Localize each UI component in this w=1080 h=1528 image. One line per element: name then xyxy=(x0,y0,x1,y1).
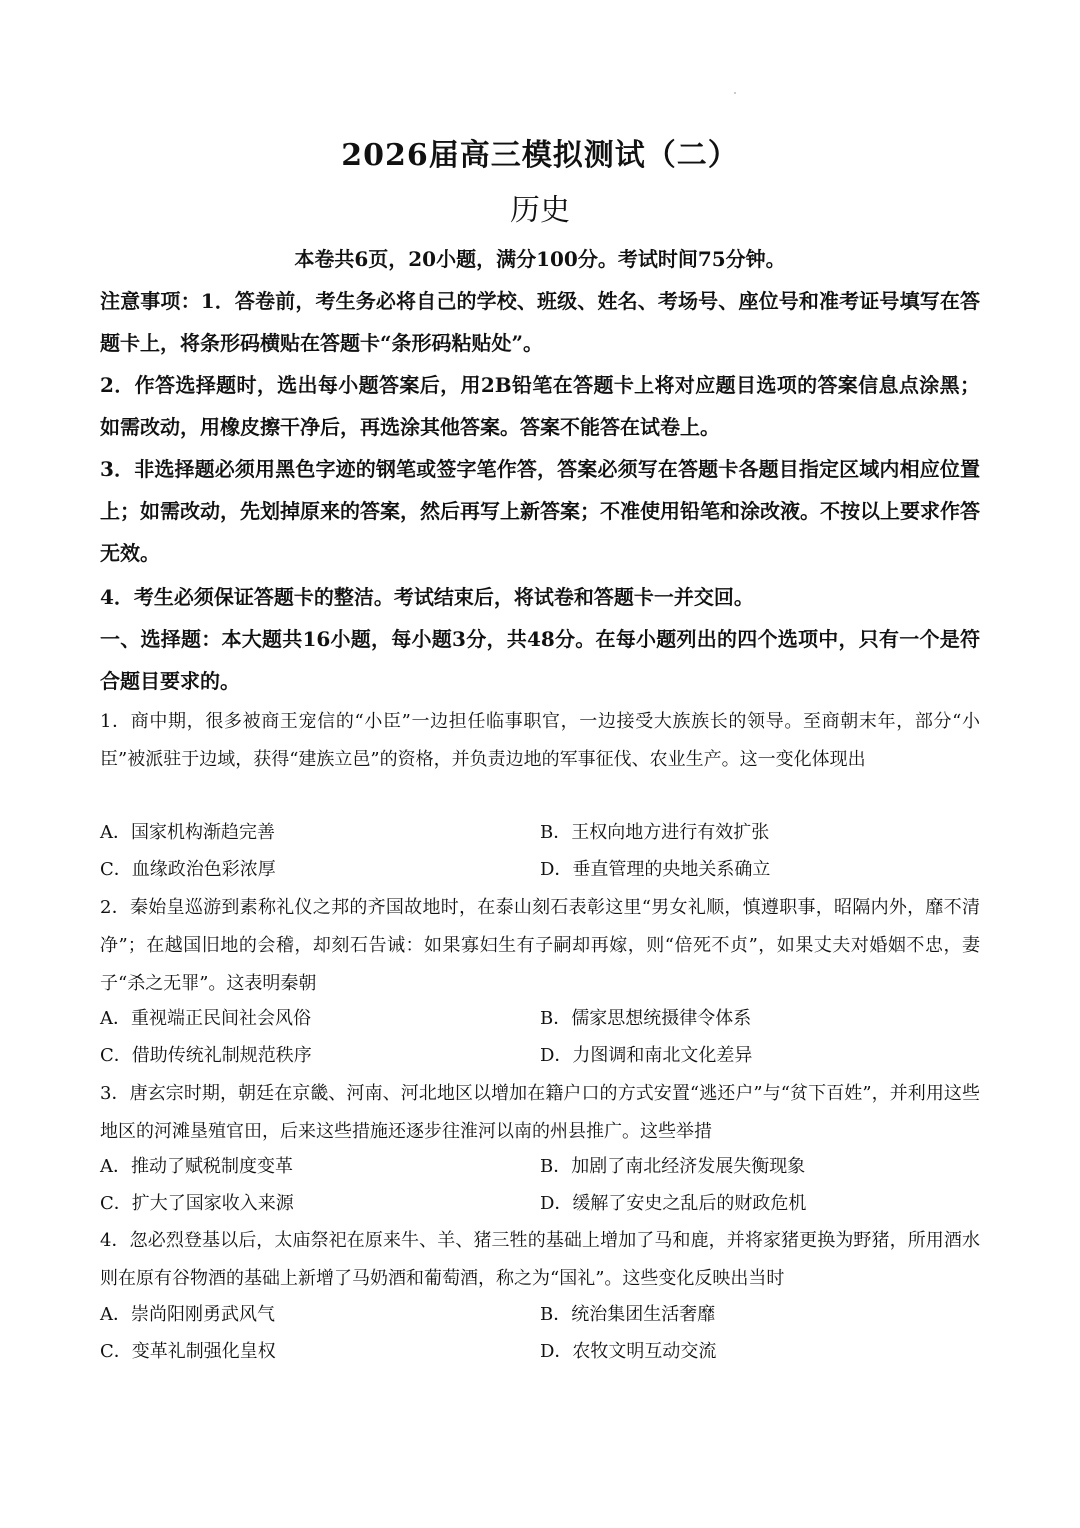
question-4-option-c: C．变革礼制强化皇权 xyxy=(100,1341,276,1362)
question-3-option-d: D．缓解了安史之乱后的财政危机 xyxy=(540,1193,807,1214)
question-1-option-d: D．垂直管理的央地关系确立 xyxy=(540,859,771,880)
question-2-stem: 2．秦始皇巡游到素称礼仪之邦的齐国故地时，在泰山刻石表彰这里“男女礼顺，慎遵职事，昭隔内外，靡不清净”；在越国旧地的会稽，却刻石告诫：如果寡妇生有子嗣却再嫁，则“倍死不贞”，如果丈夫对婚姻不忠，妻子“杀之无罪”。这表明秦朝 xyxy=(100,897,980,994)
section-heading: 一、选择题：本大题共16小题，每小题3分，共48分。在每小题列出的四个选项中，只有一个是符合题目要求的。 xyxy=(100,627,980,693)
question-1-option-c: C．血缘政治色彩浓厚 xyxy=(100,859,276,880)
question-1-option-b: B．王权向地方进行有效扩张 xyxy=(540,822,770,843)
question-4-stem: 4．忽必烈登基以后，太庙祭祀在原来牛、羊、猪三牲的基础上增加了马和鹿，并将家猪更换为野猪，所用酒水则在原有谷物酒的基础上新增了马奶酒和葡萄酒，称之为“国礼”。这些变化反映出当时 xyxy=(100,1230,980,1289)
question-1-option-a: A．国家机构渐趋完善 xyxy=(100,822,275,843)
exam-title: 2026届高三模拟测试（二） xyxy=(341,138,739,173)
question-3-option-a: A．推动了赋税制度变革 xyxy=(100,1156,293,1177)
subject-heading: 历史 xyxy=(510,193,570,228)
question-3-stem: 3．唐玄宗时期，朝廷在京畿、河南、河北地区以增加在籍户口的方式安置“逃还户”与“贫下百姓”，并利用这些地区的河滩垦殖官田，后来这些措施还逐步往淮河以南的州县推广。这些举措 xyxy=(100,1083,980,1142)
question-4-option-d: D．农牧文明互动交流 xyxy=(540,1341,717,1362)
question-3-option-b: B．加剧了南北经济发展失衡现象 xyxy=(540,1156,806,1177)
scan-speck xyxy=(734,92,736,94)
question-2-option-b: B．儒家思想统摄律令体系 xyxy=(540,1008,752,1029)
question-2-option-d: D．力图调和南北文化差异 xyxy=(540,1045,753,1066)
question-4-option-a: A．崇尚阳刚勇武风气 xyxy=(100,1304,275,1325)
question-1-stem: 1．商中期，很多被商王宠信的“小臣”一边担任临事职官，一边接受大族族长的领导。至商朝末年，部分“小臣”被派驻于边域，获得“建族立邑”的资格，并负责边地的军事征伐、农业生产。这一变化体现出 xyxy=(100,711,980,770)
question-2-option-c: C．借助传统礼制规范秩序 xyxy=(100,1045,312,1066)
question-2-option-a: A．重视端正民间社会风俗 xyxy=(100,1008,311,1029)
notice-3: 3．非选择题必须用黑色字迹的钢笔或签字笔作答，答案必须写在答题卡各题目指定区域内相应位置上；如需改动，先划掉原来的答案，然后再写上新答案；不准使用铅笔和涂改液。不按以上要求作答无效。 xyxy=(100,457,980,565)
notice-4: 4．考生必须保证答题卡的整洁。考试结束后，将试卷和答题卡一并交回。 xyxy=(100,585,754,609)
exam-scope-line: 本卷共6页，20小题，满分100分。考试时间75分钟。 xyxy=(294,247,786,271)
question-3-option-c: C．扩大了国家收入来源 xyxy=(100,1193,294,1214)
notice-2: 2．作答选择题时，选出每小题答案后，用2B铅笔在答题卡上将对应题目选项的答案信息点涂黑；如需改动，用橡皮擦干净后，再选涂其他答案。答案不能答在试卷上。 xyxy=(100,373,980,439)
notice-1: 注意事项：1．答卷前，考生务必将自己的学校、班级、姓名、考场号、座位号和准考证号填写在答题卡上，将条形码横贴在答题卡“条形码粘贴处”。 xyxy=(100,289,980,355)
question-4-option-b: B．统治集团生活奢靡 xyxy=(540,1304,716,1325)
